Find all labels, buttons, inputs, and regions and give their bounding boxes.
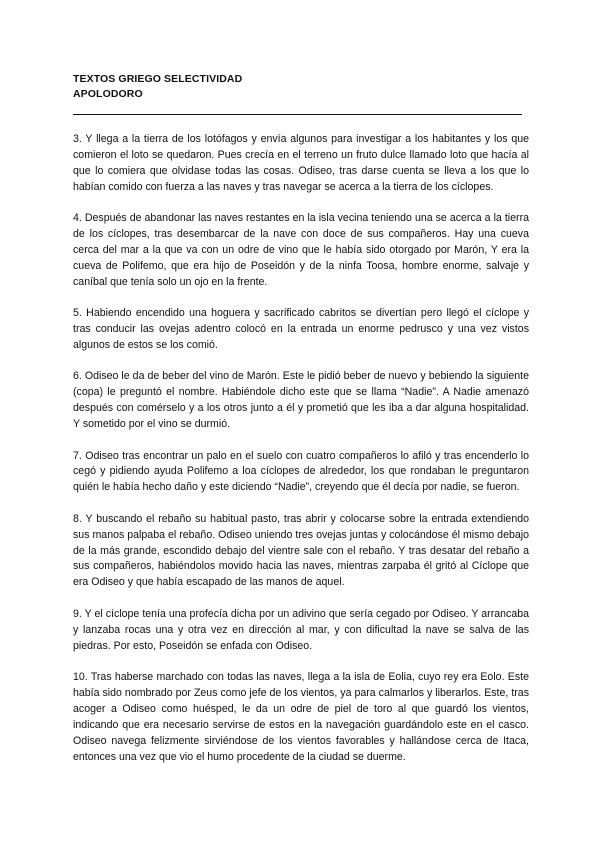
- paragraph-9: 9. Y el cíclope tenía una profecía dicha por un adivino que sería cegado por Odiseo. Y arrancaba y lanzaba rocas una y otra vez en dirección al mar, y con dificultad la nave se salva de las piedras. Por esto, Poseidón se enfada con Odiseo.: [73, 607, 529, 652]
- document-title: TEXTOS GRIEGO SELECTIVIDAD: [73, 73, 243, 85]
- paragraph-4: 4. Después de abandonar las naves restantes en la isla vecina teniendo una se acerca a la tierra de los cíclopes, tras desembarcar de la nave con doce de sus compañeros. Hay una cueva cerca del mar a la que va con un odre de vino que le había sido otorgado por Marón, Y era la cueva de Polifemo, que era hijo de Poseidón y de la ninfa Toosa, hombre enorme, salvaje y caníbal que tenía solo un ojo en la frente.: [73, 212, 529, 288]
- document-subtitle: APOLODORO: [73, 88, 143, 100]
- paragraph-6: 6. Odiseo le da de beber del vino de Marón. Este le pidió beber de nuevo y bebiendo la siguiente (copa) le preguntó el nombre. Habiéndole dicho este que se llama “Nadie”. A Nadie amenazó después con comérselo y a los otros junto a él y prometió que les iba a dar alguna hospitalidad. Y sometido por el vino se durmió.: [73, 370, 529, 431]
- document-header: [73, 72, 533, 102]
- document-body: [73, 132, 529, 781]
- paragraph-8: 8. Y buscando el rebaño su habitual pasto, tras abrir y colocarse sobre la entrada extendiendo sus manos palpaba el rebaño. Odiseo uniendo tres ovejas juntas y colocándose él mismo debajo de la más grande, escondido debajo del vientre sale con el rebaño. Y tras desatar del rebaño a sus compañeros, habiéndolos movido hacia las naves, mientras zarpaba él gritó al Cíclope que era Odiseo y que había escapado de las manos de aquel.: [73, 512, 529, 589]
- paragraph-5: 5. Habiendo encendido una hoguera y sacrificado cabritos se divertían pero llegó el cíclope y tras conducir las ovejas adentro colocó en la entrada un enorme pedrusco y una vez vistos algunos de estos se los comió.: [73, 307, 529, 351]
- header-divider: [73, 114, 522, 115]
- paragraph-10: 10. Tras haberse marchado con todas las naves, llega a la isla de Eolia, cuyo rey era Eolo. Este había sido nombrado por Zeus como jefe de los vientos, ya para calmarlos y liberarlos. Este, tras acoger a Odiseo como huésped, le da un odre de piel de toro al que guardó los vientos, indicando que era necesario servirse de estos en la navegación guardándolo este en el casco. Odiseo navega felizmente sirviéndose de los vientos favorables y hallándose cerca de Itaca, entonces una vez que vio el humo procedente de la ciudad se duerme.: [73, 670, 529, 763]
- paragraph-3: 3. Y llega a la tierra de los lotófagos y envía algunos para investigar a los habitantes y los que comieron el loto se quedaron. Pues crecía en el terreno un fruto dulce llamado loto que hacía al que lo comiera que olvidase todas las cosas. Odiseo, tras darse cuenta se lleva a los que lo habían comido con fuerza a las naves y tras navegar se acerca a la tierra de los cíclopes.: [73, 133, 529, 193]
- paragraph-7: 7. Odiseo tras encontrar un palo en el suelo con cuatro compañeros lo afiló y tras encenderlo lo cegó y pidiendo ayuda Polifemo a loa cíclopes de alrededor, los que rondaban le preguntaron quién le había hecho daño y este diciendo “Nadie”, creyendo que él decía por nadie, se fueron.: [73, 449, 529, 494]
